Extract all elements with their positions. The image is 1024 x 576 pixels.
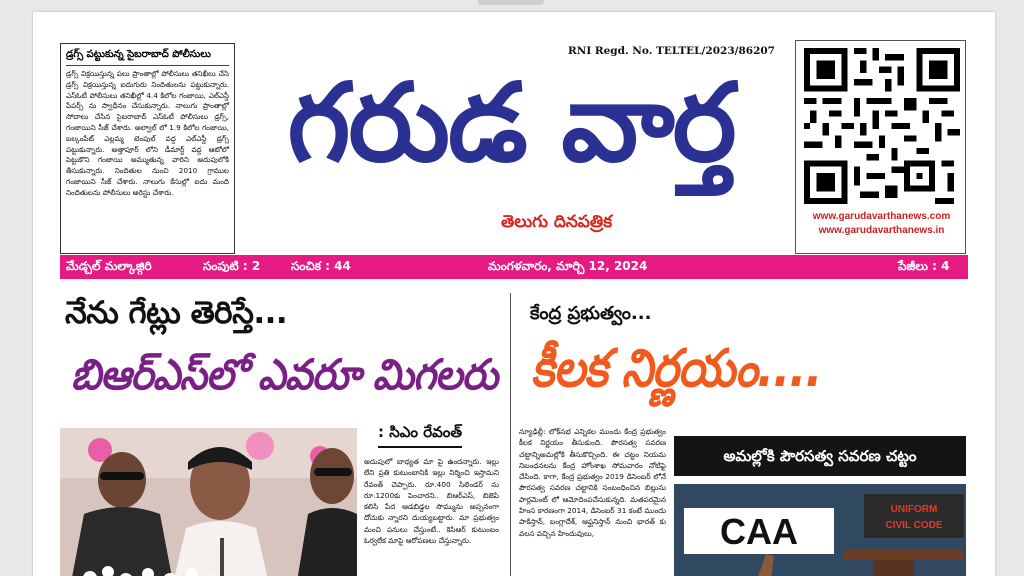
caa-photo (674, 484, 966, 576)
news-brief-box (60, 43, 235, 254)
issue-label: సంచిక : 44 (291, 259, 351, 273)
column-divider (510, 293, 511, 576)
website-url-com: www.garudavarthanews.com (812, 211, 951, 222)
rni-number: RNI Regd. No. TELTEL/2023/86207 (568, 45, 775, 57)
date-strip (60, 255, 968, 279)
cm-speech-photo (60, 428, 357, 576)
caa-sign-text: CAA (720, 511, 798, 552)
window-tab[interactable] (478, 0, 544, 5)
newspaper-page (33, 12, 995, 576)
caa-banner: అమల్లోకి పౌరసత్వ సవరణ చట్టం (674, 436, 966, 476)
district-label: మేడ్చల్ మల్కాజ్గిరి (66, 259, 152, 273)
ucc-sign-line1: UNIFORM (890, 504, 938, 515)
qr-code-box (795, 40, 966, 254)
brief-body: డ్రగ్స్ విక్రయిస్తున్న పలు ప్రాంతాల్లో పోలీసులు తనిఖీలు చేసి డ్రగ్స్ విక్రయిస్తున్న ఐదుగురు నిందితులను పట్టుకున్నారు. ఎస్ఓటీ పోలీసులు తనిఖీల్లో 4.4 కిలోల గంజాయి, ఎల్ఎస్డీ పేపర్స్ ను స్వాధీనం చేసుకున్నారు. నాలుగు ప్రాంతాల్లో సోదాలు చేసిన సైబరాబాద్ ఎస్ఓటీ పోలీసులు డ్రగ్స్, గంజాయిని సీజ్ చేశారు. అల్వాల్ లో 1.9 కిలోల గంజాయి, బల్కంపేట్ ఎల్లమ్మ టెంపుల్ వద్ద ఎల్ఎస్డీ డ్రగ్స్ పట్టుకున్నారు. అత్తాపూర్ లోని డీమార్ట్ వద్ద ఆటోలో పెట్టుకొని గంజాయి అమ్ముతున్న వారిని అదుపులోకి తీసుకున్నారు. నిందితుల నుంచి 2010 గ్రాముల గంజాయిని సీజ్ చేశారు. నాలుగు కేసుల్లో ఐదు మంది నిందితులను పోలీసులు అరెస్టు చేశారు. (66, 69, 229, 197)
website-url-in: www.garudavarthanews.in (818, 225, 945, 236)
date-label: మంగళవారం, మార్చి 12, 2024 (488, 259, 648, 273)
masthead-title: గరుడ వార్త (287, 61, 735, 186)
left-headline-main: బిఆర్ఎస్‌లో ఎవరూ మిగలరు (71, 350, 498, 399)
right-story-body: న్యూఢిల్లీ: లోక్‌సభ ఎన్నికల ముందు కేంద్ర ప్రభుత్వం కీలక నిర్ణయం తీసుకుంది. పౌరసత్వ సవరణ చట్టాన్నిఅమల్లోకి తీసుకొచ్చింది. ఈ చట్టం నియమ నిబంధనలను కేంద్ర హోంశాఖ సోమవారం నోటిఫై చేసింది. కాగా, కేంద్ర ప్రభుత్వం 2019 డిసెంబర్ లోనే పౌరసత్వ సవరణ చట్టానికి సంబంధించిన బిల్లును పార్లమెంట్ లో ఆమోదింపచేసుకున్నది. మతపరమైన హింస కారణంగా 2014, డిసెంబర్ 31 కంటే ముందు పాకిస్తాన్, బంగ్లాదేశ్, ఆఫ్ఘనిస్తాన్ నుంచి భారత్ కు వలస వచ్చిన హిందువులు, (519, 427, 666, 538)
brief-title: డ్రగ్స్ పట్టుకున్న సైబరాబాద్ పోలీసులు (66, 48, 229, 66)
volume-label: సంపుటి : 2 (203, 259, 261, 273)
qr-code-icon (804, 47, 960, 205)
right-headline: కీలక నిర్ణయం.... (531, 339, 822, 399)
left-byline: : సిఎం రేవంత్ (378, 423, 462, 448)
left-story-body: అదుపులో బాధ్యత మా పై ఉందన్నారు. ఇల్లు లేని ప్రతి కుటుంబానికి ఇల్లు నిర్మించి ఇస్తామని రేవంత్ చెప్పారు. రూ.400 సిలిండర్ ను రూ.1200కు పెంచారని.. బిఆర్ఎస్, బిజెపి కలిసి పేద ఆడబిడ్డల సొమ్మును అప్పనంగా దోచుకు న్నారని దుయ్యబట్టారు. మా ప్రభుత్వం మంచి పనులు చేస్తుంటే.. కెసిఆర్ కుటుంబం ఓర్వలేక మాపై ఆరోపణలు చేస్తున్నారు. (364, 457, 499, 546)
ucc-sign-line2: CIVIL CODE (885, 520, 943, 531)
right-kicker: కేంద్ర ప్రభుత్వం... (530, 303, 652, 324)
left-headline-top: నేను గేట్లు తెరిస్తే... (65, 295, 288, 331)
masthead-tagline: తెలుగు దినపత్రిక (501, 212, 613, 232)
pages-label: పేజీలు : 4 (898, 259, 950, 273)
